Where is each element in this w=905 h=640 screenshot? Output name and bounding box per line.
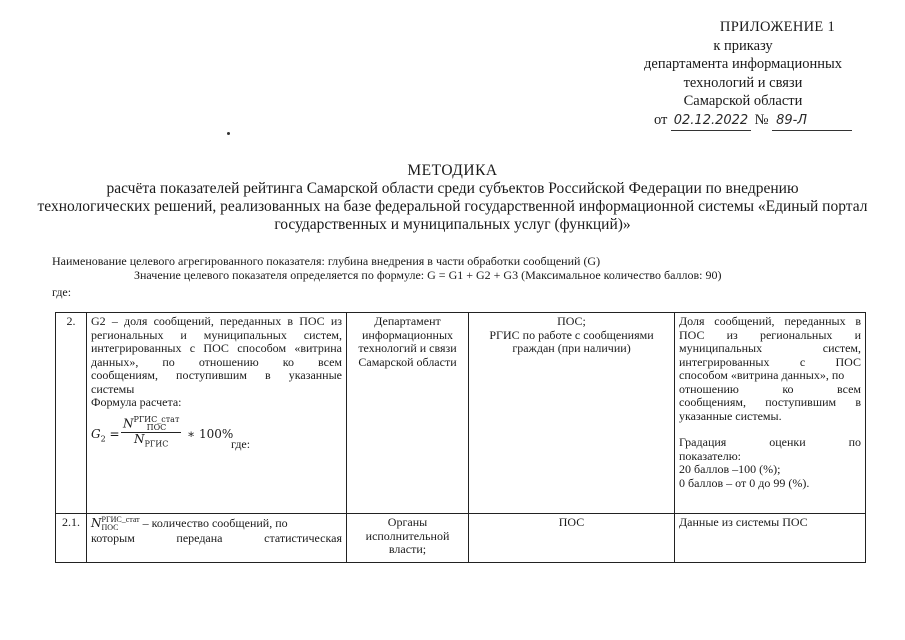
formula-where: где: <box>231 436 251 451</box>
heading-line: расчёта показателей рейтинга Самарской области среди субъектов Российской Федерации по внедрению <box>106 180 799 197</box>
indicator-name: Наименование целевого агрегированного показателя: глубина внедрения в части обработки сообщений (G) <box>52 254 601 268</box>
appendix-line: технологий и связи <box>683 74 803 91</box>
formula-label: Формула расчета: <box>91 395 182 409</box>
formula-lhs: $G_2$ = <box>91 426 120 443</box>
table-row <box>56 313 866 514</box>
desc-line: системы <box>91 381 135 396</box>
grade-0: 0 баллов – от 0 до 99 (%). <box>679 475 810 490</box>
indicator-description <box>87 514 347 563</box>
responsible-department: Органы исполнительной власти; <box>347 514 469 563</box>
desc-line: региональных и муниципальных систем, <box>91 327 342 342</box>
order-date: 02.12.2022 <box>671 112 751 132</box>
desc-line: интегрированных с ПОС способом «витрина <box>91 341 342 355</box>
indicator-note: Доля сообщений, переданных в ПОС из региональных и муниципальных систем, интегрированных с ПОС способом «витрина данных», по отношению ко всем сообщениям, поступившим в указанные системы. Градация оценки по показателю: 20 баллов –100 (%); 0 баллов – от 0 до 99 (%). <box>675 313 866 514</box>
heading-line: технологических решений, реализованных на базе федеральной государственной информационной системы «Единый портал <box>37 198 868 215</box>
document-heading <box>0 162 905 234</box>
appendix-block <box>593 18 853 131</box>
appendix-line: к приказу <box>713 37 773 54</box>
row-number: 2.1. <box>56 514 87 563</box>
responsible-department: Департамент информационных технологий и связи Самарской области <box>347 313 469 514</box>
methodology-table <box>55 312 866 563</box>
document-title: МЕТОДИКА <box>407 162 498 179</box>
formula-denominator: $N_{РГИС}$ <box>134 431 169 448</box>
number-prefix: № <box>754 111 769 128</box>
appendix-title: ПРИЛОЖЕНИЕ 1 <box>719 19 835 35</box>
order-number: 89-Л <box>772 112 852 132</box>
indicator-note: Данные из системы ПОС <box>675 514 866 563</box>
desc-line: данных», по отношению ко всем <box>91 354 342 369</box>
grade-label: Градация оценки по <box>679 435 861 449</box>
desc-line: N РГИС_стат ПОС – количество сообщений, по <box>91 515 288 532</box>
desc-line: которым передана статистическая <box>91 531 342 545</box>
row-number: 2. <box>56 313 87 514</box>
indicator-description <box>87 313 347 514</box>
where-label: где: <box>52 285 72 299</box>
date-prefix: от <box>653 111 668 128</box>
desc-line: G2 – доля сообщений, переданных в ПОС из <box>91 314 342 328</box>
formula-numerator: N РГИС_стат ПОС <box>123 414 180 432</box>
formula-multiplier: ∗ 100% <box>187 426 234 441</box>
table-row <box>56 514 866 563</box>
scan-speck <box>227 132 230 135</box>
appendix-line: департамента информационных <box>644 56 842 72</box>
data-source: ПОС <box>469 514 675 563</box>
heading-line: государственных и муниципальных услуг (функций)» <box>274 216 631 233</box>
indicator-formula: Значение целевого показателя определяется по формуле: G = G1 + G2 + G3 (Максимальное количество баллов: 90) <box>134 268 722 282</box>
formula-fraction <box>121 416 181 451</box>
g2-formula <box>91 414 342 464</box>
desc-line: сообщениям, поступившим в указанные <box>91 368 342 382</box>
grade-20: 20 баллов –100 (%); <box>679 462 781 476</box>
order-date-line <box>593 111 853 132</box>
appendix-line: Самарской области <box>683 93 803 109</box>
data-source: ПОС; РГИС по работе с сообщениями граждан (при наличии) <box>469 313 675 514</box>
